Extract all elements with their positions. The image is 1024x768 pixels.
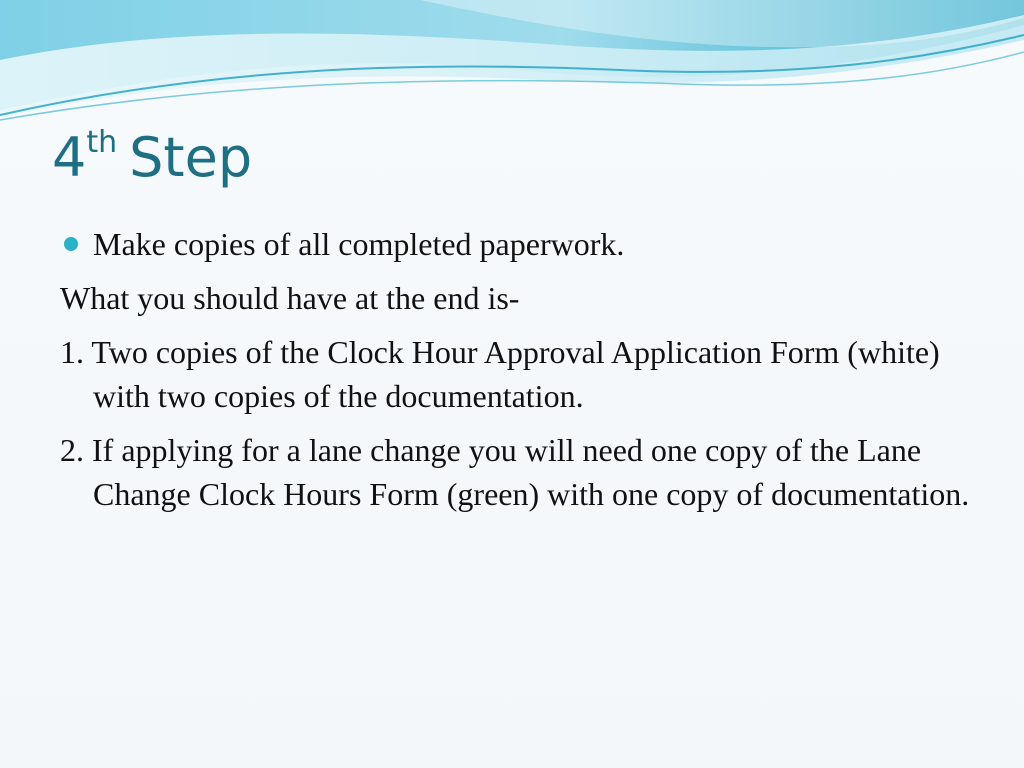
numbered-item-1: 1. Two copies of the Clock Hour Approval Application Form (white) with two copies of the documentation. bbox=[60, 334, 940, 414]
bullet-item bbox=[60, 222, 980, 266]
header-wave-decoration bbox=[0, 0, 1024, 130]
title-number: 4 bbox=[52, 126, 87, 189]
slide-body bbox=[60, 222, 980, 526]
title-ordinal-suffix: th bbox=[86, 125, 118, 160]
intro-text: What you should have at the end is- bbox=[60, 280, 520, 316]
title-word: Step bbox=[129, 126, 253, 189]
slide-title bbox=[52, 125, 253, 189]
bullet-dot-icon bbox=[64, 237, 78, 251]
bullet-text: Make copies of all completed paperwork. bbox=[93, 226, 625, 262]
numbered-item-2: 2. If applying for a lane change you will need one copy of the Lane Change Clock Hours Form (green) with one copy of documentation. bbox=[60, 432, 970, 512]
